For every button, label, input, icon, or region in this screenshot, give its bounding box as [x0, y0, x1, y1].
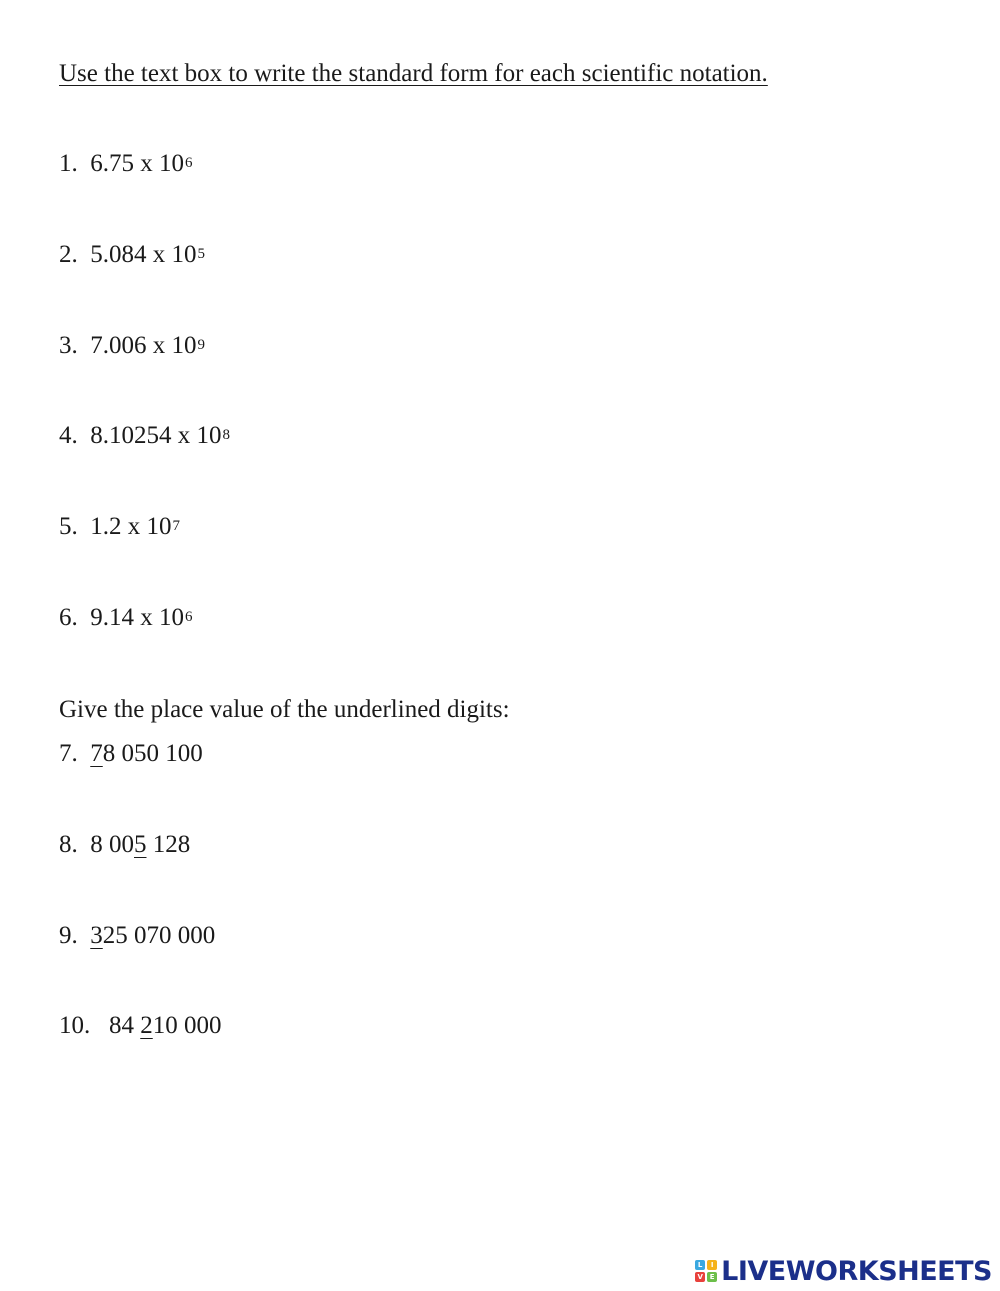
question-number: 6. — [59, 604, 78, 631]
question-7 — [59, 739, 203, 769]
exponent: 7 — [172, 518, 180, 534]
coefficient: 8.10254 — [90, 422, 172, 449]
question-10 — [59, 1011, 222, 1041]
exponent: 6 — [185, 155, 193, 171]
logo-text: LIVEWORKSHEETS — [721, 1255, 992, 1287]
coefficient: 1.2 — [90, 513, 122, 540]
exponent: 6 — [185, 609, 193, 625]
question-number: 8. — [59, 831, 78, 858]
question-1 — [59, 149, 193, 179]
underlined-digit: 7 — [90, 740, 103, 767]
logo-tile-e: E — [707, 1272, 717, 1282]
question-number: 3. — [59, 332, 78, 359]
number-after: 8 050 100 — [102, 740, 203, 767]
liveworksheets-logo — [695, 1255, 992, 1287]
exponent: 9 — [197, 337, 205, 353]
question-number: 9. — [59, 922, 78, 949]
question-3 — [59, 331, 205, 361]
question-6 — [59, 603, 193, 633]
number-before: 8 00 — [90, 831, 134, 858]
base: 10 — [146, 513, 172, 540]
base: 10 — [159, 150, 184, 177]
base: 10 — [196, 422, 222, 449]
underlined-digit: 2 — [140, 1012, 153, 1039]
logo-tile-v: V — [695, 1272, 705, 1282]
base: 10 — [171, 241, 197, 268]
base: 10 — [159, 604, 184, 631]
question-number: 5. — [59, 513, 78, 540]
underlined-digit: 3 — [90, 922, 103, 949]
question-number: 7. — [59, 740, 78, 767]
number-after: 128 — [146, 831, 191, 858]
question-5 — [59, 512, 180, 542]
underlined-digit: 5 — [134, 831, 147, 858]
logo-tile-i: I — [707, 1260, 717, 1270]
times-sign: x — [127, 513, 141, 540]
instruction-scientific-notation: Use the text box to write the standard form for each scientific notation. — [59, 60, 768, 87]
question-number: 4. — [59, 422, 78, 449]
coefficient: 7.006 — [90, 332, 147, 359]
number-after: 25 070 000 — [102, 922, 216, 949]
coefficient: 6.75 — [90, 150, 134, 177]
times-sign: x — [152, 332, 166, 359]
times-sign: x — [140, 604, 153, 631]
question-number: 2. — [59, 241, 78, 268]
logo-tile-l: L — [695, 1260, 705, 1270]
number-before: 84 — [109, 1012, 141, 1039]
question-number: 10. — [59, 1012, 91, 1039]
question-number: 1. — [59, 150, 78, 177]
logo-icon — [695, 1260, 717, 1282]
exponent: 5 — [197, 246, 205, 262]
times-sign: x — [152, 241, 166, 268]
base: 10 — [171, 332, 197, 359]
question-4 — [59, 421, 230, 451]
number-after: 10 000 — [152, 1012, 222, 1039]
exponent: 8 — [222, 427, 230, 443]
coefficient: 5.084 — [90, 241, 147, 268]
times-sign: x — [140, 150, 153, 177]
question-9 — [59, 921, 215, 951]
question-8 — [59, 830, 190, 860]
times-sign: x — [177, 422, 191, 449]
instruction-place-value: Give the place value of the underlined digits: — [59, 696, 510, 723]
coefficient: 9.14 — [90, 604, 134, 631]
question-2 — [59, 240, 205, 270]
